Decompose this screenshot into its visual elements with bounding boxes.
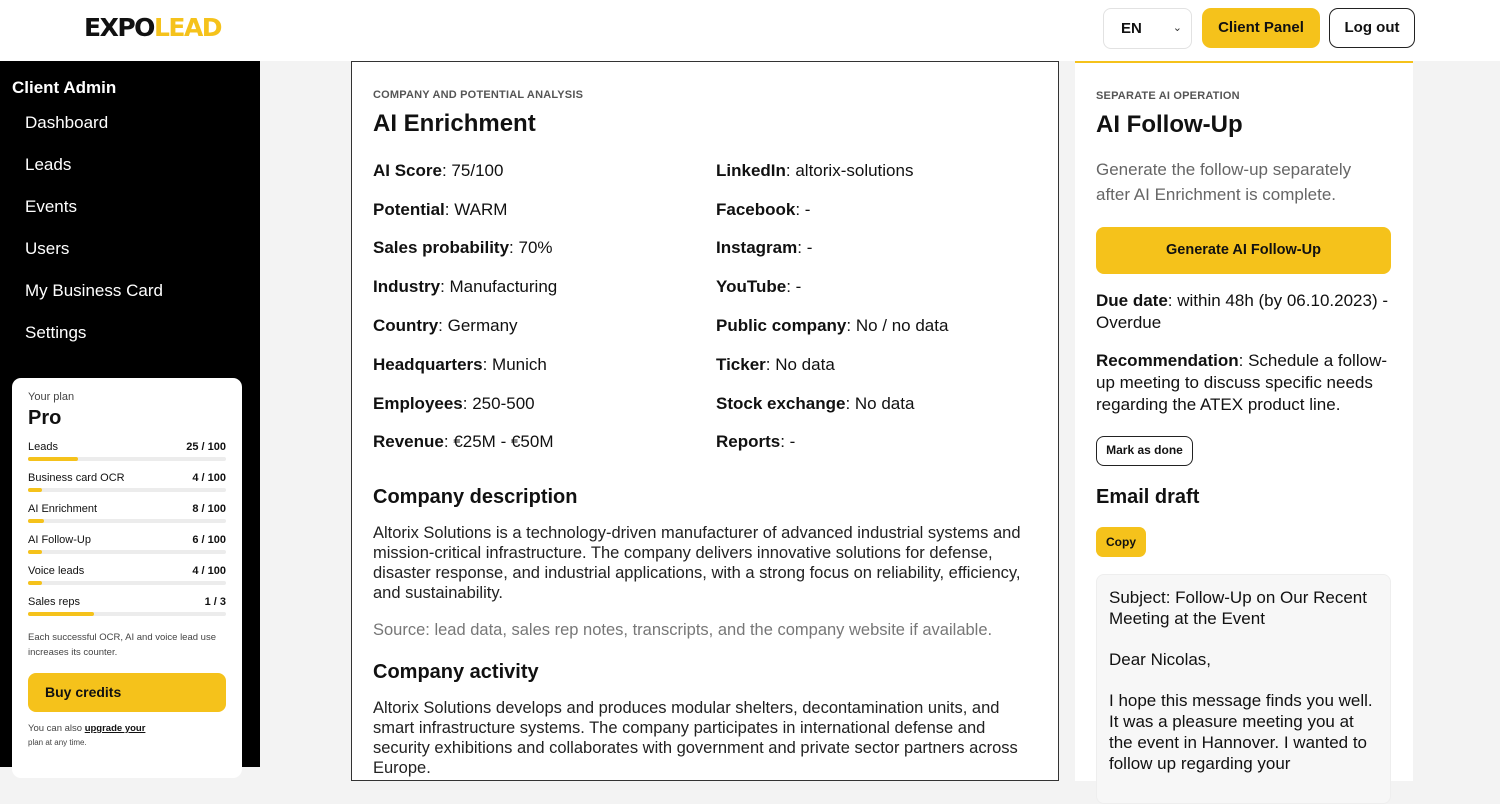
usage-bar-fill bbox=[28, 519, 44, 523]
client-panel-button[interactable]: Client Panel bbox=[1202, 8, 1320, 48]
usage-bar bbox=[28, 612, 226, 616]
plan-label: Your plan bbox=[28, 391, 75, 403]
email-draft-text[interactable] bbox=[1096, 574, 1391, 804]
usage-ai-enrichment: AI Enrichment 8 / 100 bbox=[28, 503, 226, 523]
usage-bar bbox=[28, 581, 226, 585]
followup-title: AI Follow-Up bbox=[1096, 111, 1243, 138]
sidebar-item-dashboard[interactable]: Dashboard bbox=[25, 113, 109, 132]
field-youtube: YouTube: - bbox=[716, 277, 802, 296]
field-headquarters: Headquarters: Munich bbox=[373, 355, 547, 374]
mark-as-done-button[interactable]: Mark as done bbox=[1096, 436, 1193, 466]
logout-button[interactable]: Log out bbox=[1329, 8, 1415, 48]
field-ticker: Ticker: No data bbox=[716, 355, 835, 374]
email-subject: Subject: Follow-Up on Our Recent Meeting at the Event bbox=[1109, 588, 1367, 628]
ai-followup-panel bbox=[1075, 61, 1413, 781]
usage-voice-leads: Voice leads 4 / 100 bbox=[28, 565, 226, 585]
sidebar-title: Client Admin bbox=[12, 78, 117, 97]
due-date: Due date: within 48h (by 06.10.2023) - Overdue bbox=[1096, 291, 1388, 332]
copy-button[interactable]: Copy bbox=[1096, 527, 1146, 557]
usage-ai-followup: AI Follow-Up 6 / 100 bbox=[28, 534, 226, 554]
field-reports: Reports: - bbox=[716, 432, 796, 451]
usage-bar bbox=[28, 519, 226, 523]
usage-bar bbox=[28, 488, 226, 492]
field-employees: Employees: 250-500 bbox=[373, 394, 535, 413]
followup-kicker: SEPARATE AI OPERATION bbox=[1096, 90, 1240, 102]
email-draft-heading: Email draft bbox=[1096, 486, 1200, 508]
plan-card bbox=[12, 378, 242, 778]
company-activity-text: Altorix Solutions develops and produces modular shelters, decontamination units, and smart infrastructure systems. The company participates in international defense and security exhibitions and collaborates with government and private sector partners across Europe. bbox=[373, 699, 1018, 777]
field-ai-score: AI Score: 75/100 bbox=[373, 161, 504, 180]
usage-bar-fill bbox=[28, 457, 78, 461]
usage-bar bbox=[28, 457, 226, 461]
sidebar-item-users[interactable]: Users bbox=[25, 239, 70, 258]
usage-ocr: Business card OCR 4 / 100 bbox=[28, 472, 226, 492]
usage-bar-fill bbox=[28, 488, 42, 492]
plan-footer: You can also upgrade your plan at any time. bbox=[28, 723, 146, 747]
field-revenue: Revenue: €25M - €50M bbox=[373, 432, 554, 451]
enrichment-kicker: COMPANY AND POTENTIAL ANALYSIS bbox=[373, 89, 584, 101]
field-industry: Industry: Manufacturing bbox=[373, 277, 558, 296]
usage-bar-fill bbox=[28, 612, 94, 616]
field-instagram: Instagram: - bbox=[716, 238, 813, 257]
field-public-company: Public company: No / no data bbox=[716, 316, 949, 335]
usage-bar bbox=[28, 550, 226, 554]
usage-bar-fill bbox=[28, 581, 42, 585]
plan-note: Each successful OCR, AI and voice lead use increases its counter. bbox=[28, 632, 216, 658]
field-stock-exchange: Stock exchange: No data bbox=[716, 394, 915, 413]
sidebar-item-events[interactable]: Events bbox=[25, 197, 77, 216]
email-body: I hope this message finds you well. It was a pleasure meeting you at the event in Hannover. I wanted to follow up regarding your bbox=[1109, 691, 1373, 773]
company-description-heading: Company description bbox=[373, 486, 578, 508]
company-description-text: Altorix Solutions is a technology-driven manufacturer of advanced industrial systems and mission-critical infrastructure. The company delivers innovative solutions for defense, disaster response, and industrial applications, with a strong focus on reliability, efficiency, and sustainability. bbox=[373, 524, 1021, 602]
usage-leads: Leads 25 / 100 bbox=[28, 441, 226, 461]
usage-sales-reps: Sales reps 1 / 3 bbox=[28, 596, 226, 616]
top-bar bbox=[0, 0, 1500, 61]
field-sales-probability: Sales probability: 70% bbox=[373, 238, 553, 257]
email-greeting: Dear Nicolas, bbox=[1109, 650, 1212, 669]
followup-subtitle: Generate the follow-up separately after AI Enrichment is complete. bbox=[1096, 160, 1352, 204]
sidebar bbox=[0, 61, 260, 767]
sidebar-item-business-card[interactable]: My Business Card bbox=[25, 281, 163, 300]
field-linkedin: LinkedIn: altorix-solutions bbox=[716, 161, 914, 180]
plan-name: Pro bbox=[28, 407, 62, 429]
generate-followup-button[interactable]: Generate AI Follow-Up bbox=[1096, 227, 1391, 274]
field-potential: Potential: WARM bbox=[373, 200, 508, 219]
usage-bar-fill bbox=[28, 550, 42, 554]
source-note: Source: lead data, sales rep notes, transcripts, and the company website if available. bbox=[373, 621, 993, 639]
logo[interactable]: EXPOLEAD bbox=[84, 13, 222, 42]
upgrade-link[interactable]: upgrade your bbox=[84, 723, 146, 734]
language-select[interactable]: EN ⌄ bbox=[1103, 8, 1192, 49]
buy-credits-button[interactable]: Buy credits bbox=[28, 673, 226, 712]
enrichment-title: AI Enrichment bbox=[373, 110, 536, 137]
field-facebook: Facebook: - bbox=[716, 200, 811, 219]
field-country: Country: Germany bbox=[373, 316, 518, 335]
sidebar-item-leads[interactable]: Leads bbox=[25, 155, 72, 174]
recommendation: Recommendation: Schedule a follow-up meeting to discuss specific needs regarding the ATEX product line. bbox=[1096, 351, 1388, 414]
company-activity-heading: Company activity bbox=[373, 661, 539, 683]
ai-enrichment-panel bbox=[351, 61, 1059, 781]
chevron-down-icon: ⌄ bbox=[1172, 22, 1182, 34]
sidebar-item-settings[interactable]: Settings bbox=[25, 323, 87, 342]
